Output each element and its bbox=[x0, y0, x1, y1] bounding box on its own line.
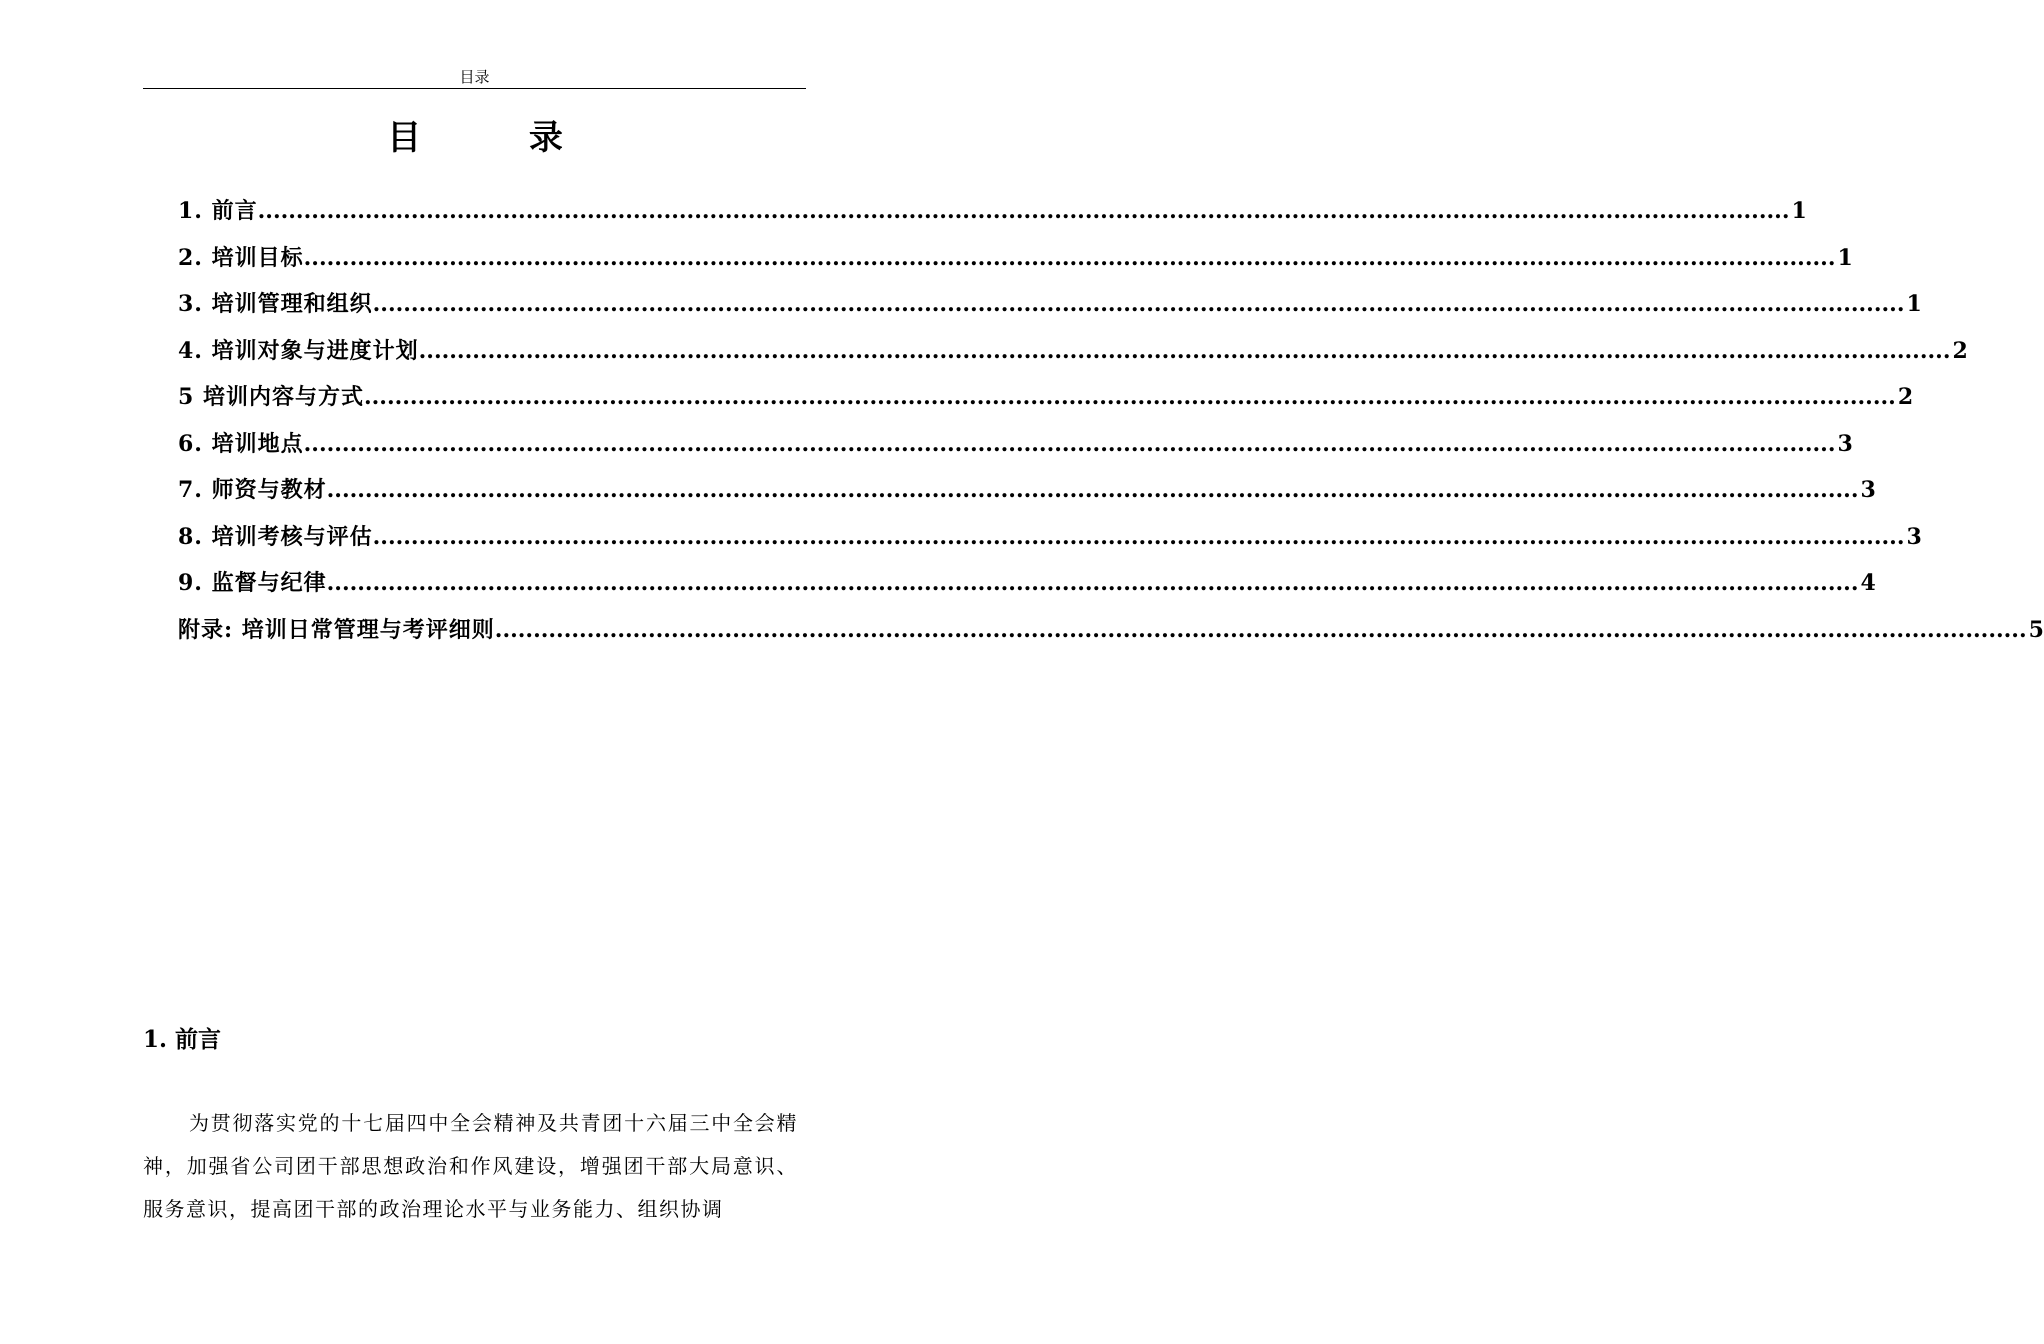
toc-entry[interactable] bbox=[178, 562, 1876, 609]
section-heading: 1. 前言 bbox=[143, 1026, 222, 1053]
toc-entry-page: 3 bbox=[1906, 523, 1922, 550]
toc-entry-label: 9. 监督与纪律 bbox=[178, 570, 327, 596]
toc-entry[interactable] bbox=[178, 330, 1968, 377]
toc-dot-leader: ........................................................................................................................................................................................................ bbox=[372, 523, 1905, 550]
toc-entry-page: 5 bbox=[2028, 616, 2044, 643]
toc-entry-label: 附录: 培训日常管理与考评细则 bbox=[178, 616, 495, 643]
toc-dot-leader: ........................................................................................................................................................................................................ bbox=[418, 337, 1951, 364]
toc-dot-leader: ........................................................................................................................................................................................................ bbox=[326, 570, 1859, 596]
toc-entry[interactable] bbox=[178, 423, 1853, 470]
toc-entry[interactable] bbox=[178, 609, 2044, 656]
toc-entry-label: 8. 培训考核与评估 bbox=[178, 523, 373, 550]
toc-entry-label: 5 培训内容与方式 bbox=[178, 384, 364, 410]
toc-entry-page: 1 bbox=[1906, 291, 1922, 317]
toc-dot-leader: ........................................................................................................................................................................................................ bbox=[363, 384, 1896, 410]
toc-dot-leader: ........................................................................................................................................................................................................ bbox=[494, 616, 2027, 643]
toc-entry[interactable] bbox=[178, 376, 1914, 423]
toc-entry-label: 2. 培训目标 bbox=[178, 244, 304, 271]
toc-title: 目 录 bbox=[387, 118, 611, 158]
toc-dot-leader: ........................................................................................................................................................................................................ bbox=[303, 244, 1836, 271]
toc-entry-page: 3 bbox=[1837, 430, 1853, 457]
toc-entry-label: 4. 培训对象与进度计划 bbox=[178, 337, 419, 364]
toc-entry-page: 1 bbox=[1791, 198, 1807, 224]
toc-entry[interactable] bbox=[178, 469, 1876, 516]
toc-entry[interactable] bbox=[178, 516, 1922, 563]
toc-entry-label: 7. 师资与教材 bbox=[178, 477, 327, 503]
toc-entry-label: 3. 培训管理和组织 bbox=[178, 291, 373, 317]
toc-entry-page: 4 bbox=[1860, 570, 1876, 596]
toc-dot-leader: ........................................................................................................................................................................................................ bbox=[303, 430, 1836, 457]
toc-entry-page: 3 bbox=[1860, 477, 1876, 503]
toc-entry[interactable] bbox=[178, 237, 1853, 284]
toc-entry[interactable] bbox=[178, 190, 1807, 237]
body-paragraph: 为贯彻落实党的十七届四中全会精神及共青团十六届三中全会精神，加强省公司团干部思想政治和作风建设，增强团干部大局意识、服务意识，提高团干部的政治理论水平与业务能力、组织协调 bbox=[143, 1111, 798, 1221]
toc-entry-label: 6. 培训地点 bbox=[178, 430, 304, 457]
toc-entry-page: 1 bbox=[1837, 244, 1853, 271]
running-header: 目录 bbox=[143, 66, 806, 89]
toc-entry-page: 2 bbox=[1952, 337, 1968, 364]
toc-entry-label: 1. 前言 bbox=[178, 198, 258, 224]
toc-entry-page: 2 bbox=[1897, 384, 1914, 410]
toc-dot-leader: ........................................................................................................................................................................................................ bbox=[257, 198, 1790, 224]
toc-entry[interactable] bbox=[178, 283, 1922, 330]
toc-dot-leader: ........................................................................................................................................................................................................ bbox=[326, 477, 1859, 503]
toc-dot-leader: ........................................................................................................................................................................................................ bbox=[372, 291, 1905, 317]
table-of-contents bbox=[178, 190, 2044, 655]
